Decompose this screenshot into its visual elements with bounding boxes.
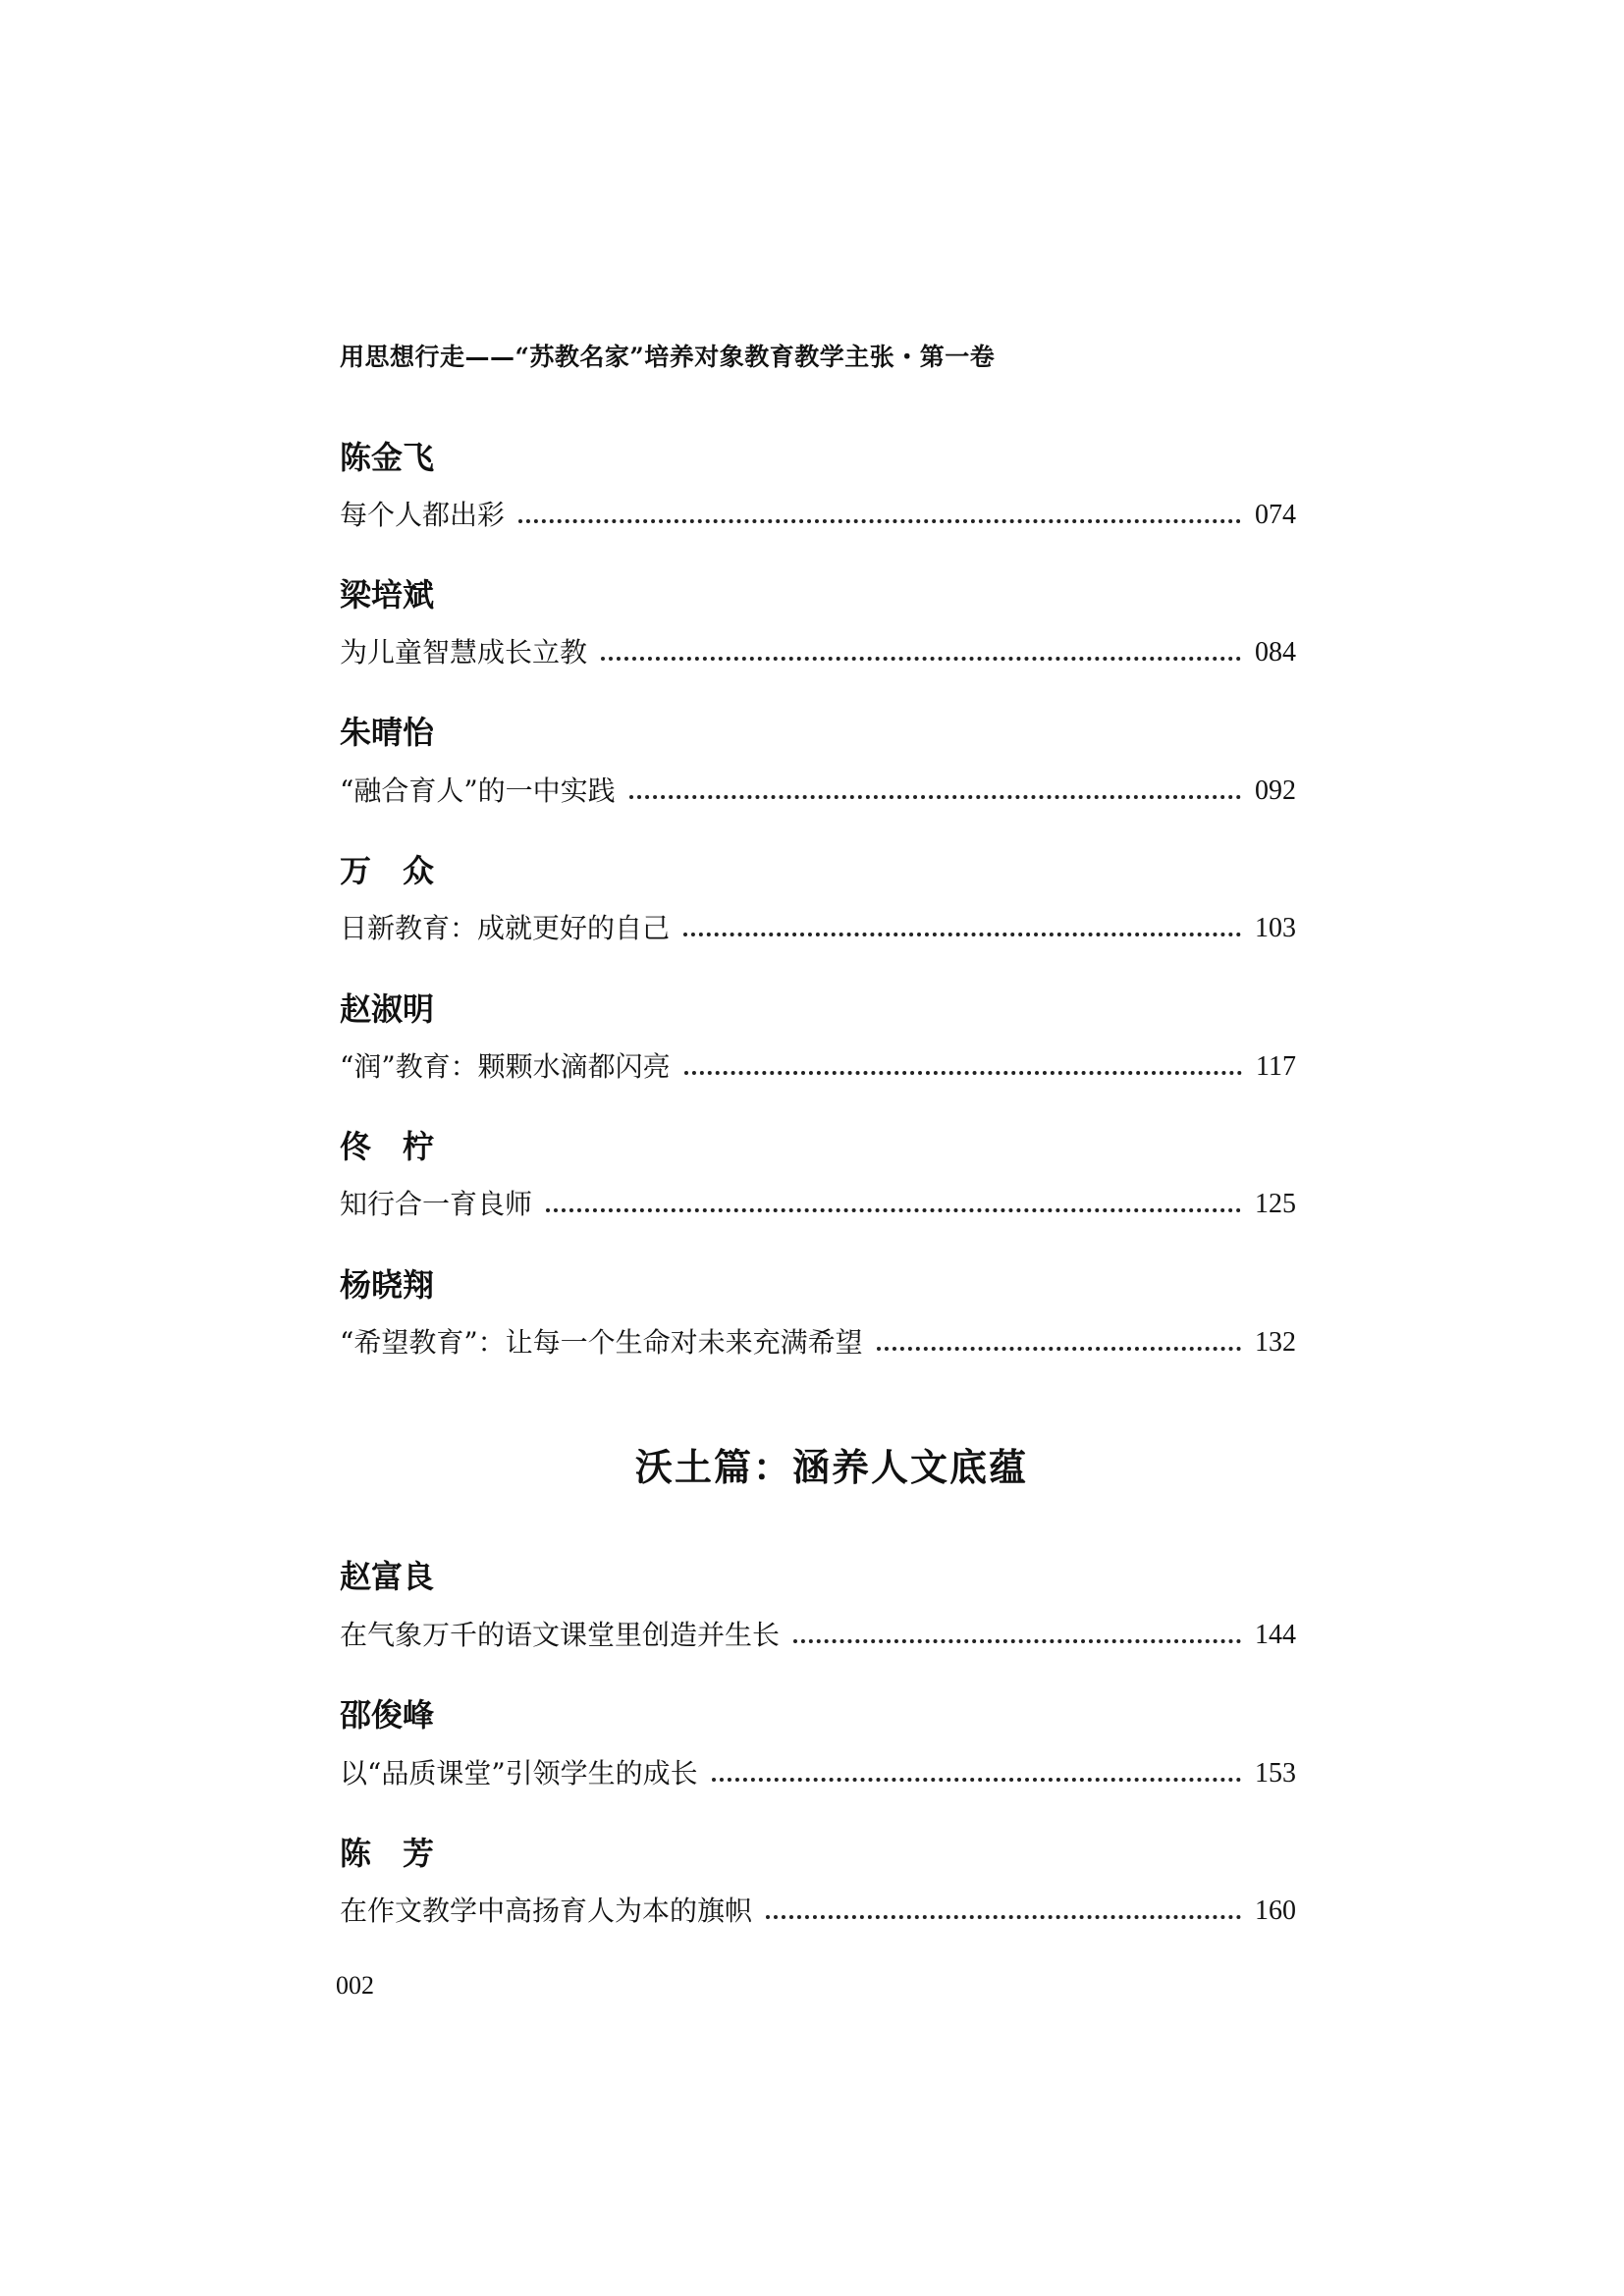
toc-entry[interactable] — [340, 1041, 1296, 1081]
toc-entry[interactable] — [340, 1610, 1296, 1649]
toc-entry-page: 103 — [1255, 913, 1296, 943]
dot-leader — [601, 657, 1241, 661]
toc-entry-title: 在作文教学中高扬育人为本的旗帜 — [340, 1895, 753, 1927]
toc-author-chen-fang: 陈 芳 — [340, 1835, 435, 1872]
dot-leader — [518, 519, 1241, 523]
toc-entry-title: 每个人都出彩 — [340, 499, 506, 531]
page-number: 002 — [336, 1971, 374, 2000]
toc-entry-page: 125 — [1255, 1189, 1296, 1219]
dot-leader — [877, 1347, 1241, 1351]
toc-entry-page: 084 — [1255, 637, 1296, 667]
toc-entry-title: 以“品质课堂”引领学生的成长 — [340, 1757, 698, 1789]
toc-entry[interactable] — [340, 1886, 1296, 1925]
dot-leader — [684, 1071, 1242, 1075]
toc-entry-page: 092 — [1255, 775, 1296, 806]
toc-entry[interactable] — [340, 1179, 1296, 1218]
dot-leader — [683, 933, 1241, 936]
toc-entry[interactable] — [340, 903, 1296, 942]
toc-entry-page: 074 — [1255, 500, 1296, 530]
toc-author-chen-jinfei: 陈金飞 — [340, 439, 435, 476]
toc-author-shao-junfeng: 邵俊峰 — [340, 1696, 435, 1734]
toc-entry-title: 在气象万千的语文课堂里创造并生长 — [340, 1619, 781, 1651]
toc-entry[interactable] — [340, 490, 1296, 529]
dot-leader — [546, 1208, 1241, 1212]
dot-leader — [793, 1639, 1241, 1643]
toc-entry-page: 117 — [1256, 1051, 1296, 1082]
toc-entry-page: 132 — [1255, 1327, 1296, 1358]
toc-entry[interactable] — [340, 1748, 1296, 1788]
toc-author-tong-ning: 佟 柠 — [340, 1128, 435, 1165]
toc-entry-title: 知行合一育良师 — [340, 1188, 533, 1220]
toc-entry-title: “融合育人”的一中实践 — [340, 774, 616, 807]
toc-entry-title: 为儿童智慧成长立教 — [340, 636, 588, 668]
dot-leader — [712, 1778, 1241, 1782]
toc-author-liang-peibin: 梁培斌 — [340, 576, 435, 614]
dot-leader — [629, 795, 1241, 799]
toc-entry-title: “润”教育：颗颗水滴都闪亮 — [340, 1050, 671, 1083]
toc-author-wan-zhong: 万 众 — [340, 852, 435, 889]
toc-entry-title: “希望教育”：让每一个生命对未来充满希望 — [340, 1326, 863, 1359]
toc-author-zhao-fuliang: 赵富良 — [340, 1558, 435, 1595]
toc-author-zhu-qingyi: 朱晴怡 — [340, 714, 435, 751]
toc-author-yang-xiaoxiang: 杨晓翔 — [340, 1266, 435, 1304]
running-header: 用思想行走——“苏教名家”培养对象教育教学主张・第一卷 — [340, 343, 996, 371]
toc-entry[interactable] — [340, 1317, 1296, 1357]
toc-entry-page: 144 — [1255, 1620, 1296, 1650]
toc-entry[interactable] — [340, 627, 1296, 667]
toc-author-zhao-shuming: 赵淑明 — [340, 990, 435, 1028]
toc-entry[interactable] — [340, 766, 1296, 805]
toc-entry-page: 153 — [1255, 1758, 1296, 1789]
dot-leader — [766, 1915, 1241, 1919]
toc-entry-page: 160 — [1255, 1896, 1296, 1926]
section-heading: 沃土篇：涵养人文底蕴 — [634, 1445, 1028, 1489]
toc-entry-title: 日新教育：成就更好的自己 — [340, 912, 671, 944]
